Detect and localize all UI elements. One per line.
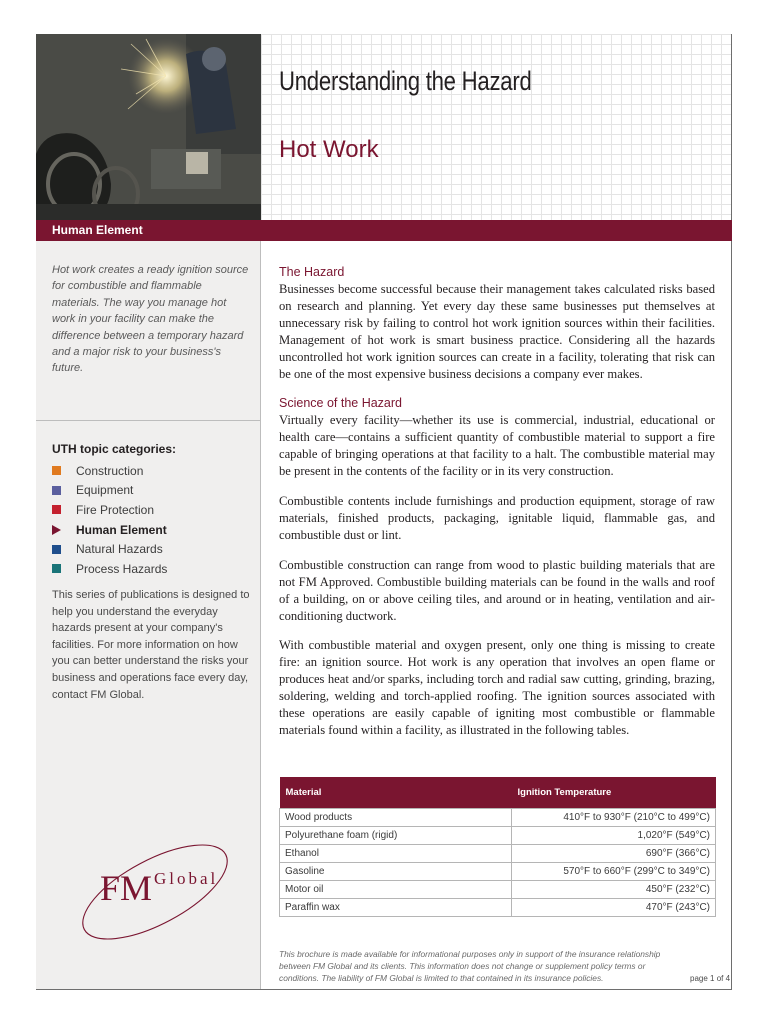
table-row: [280, 827, 716, 845]
table-cell-temperature: 410°F to 930°F (210°C to 499°C): [512, 809, 716, 827]
science-paragraph: Combustible construction can range from wood to plastic building materials that are not FM Approved. Combustible building materials can be found in the walls and roof of a building, on or above ceiling tiles, and around or in heating, ventilation and air-conditioning ductwork.: [279, 557, 715, 623]
topic-item[interactable]: [52, 500, 167, 520]
table-cell-material: Paraffin wax: [280, 899, 512, 917]
series-description: This series of publications is designed to help you understand the everyday hazards present at your company's facilities. For more information on how you can better understand the risks your business and operations face every day, contact FM Global.: [52, 589, 250, 701]
disclaimer: This brochure is made available for informational purposes only in support of the insurance relationship between FM Global and its clients. This information does not change or supplement policy terms or conditions. The liability of FM Global is limited to that contained in its insurance policies.: [279, 949, 661, 984]
topic-swatch: [52, 486, 61, 495]
logo-fm-text: FM: [100, 868, 153, 908]
sidebar-intro: Hot work creates a ready ignition source for combustible and flammable materials. The way you manage hot work in your facility can make the difference between a temporary hazard and a major risk to your business's future.: [52, 264, 249, 375]
table-header-temperature: Ignition Temperature: [512, 777, 716, 809]
topic-item[interactable]: [52, 559, 167, 579]
topic-label: Construction: [76, 463, 144, 478]
topic-label: Process Hazards: [76, 561, 168, 576]
arrow-right-icon: [52, 525, 61, 535]
table-row: [280, 809, 716, 827]
topic-list: [52, 461, 167, 579]
topics-heading: UTH topic categories:: [52, 442, 177, 456]
table-header-material: Material: [280, 777, 512, 809]
topic-label: Natural Hazards: [76, 542, 163, 557]
table-cell-temperature: 450°F (232°C): [512, 881, 716, 899]
topic-item[interactable]: [52, 481, 167, 501]
logo-global-text: Global: [154, 869, 219, 888]
science-heading: Science of the Hazard: [279, 396, 402, 411]
table-row: [280, 863, 716, 881]
table-row: [280, 845, 716, 863]
topic-swatch: [52, 564, 61, 573]
category-band-label: Human Element: [52, 223, 143, 237]
science-paragraph: Virtually every facility—whether its use is commercial, industrial, educational or health care—contains a sufficient quantity of combustible material to support a fire capable of bringing operations at that facility to a halt. The combustible material may be present in the contents of the facility or in its very construction.: [279, 413, 715, 479]
table-cell-material: Ethanol: [280, 845, 512, 863]
topic-item[interactable]: [52, 539, 167, 559]
table-cell-material: Wood products: [280, 809, 512, 827]
page-title: Understanding the Hazard: [279, 66, 532, 96]
science-paragraph: Combustible contents include furnishings and production equipment, storage of raw materials, finished products, packaging, ignitable liquid, flammable gas, and combustible dust or lint.: [279, 494, 715, 542]
page-number: page 1 of 4: [690, 974, 731, 983]
topic-label: Fire Protection: [76, 502, 155, 517]
sidebar-divider: [36, 420, 261, 421]
topic-label: Equipment: [76, 483, 134, 498]
table-cell-material: Gasoline: [280, 863, 512, 881]
ignition-temperature-table: [279, 777, 716, 917]
main-content: [279, 264, 715, 749]
table-cell-material: Polyurethane foam (rigid): [280, 827, 512, 845]
topic-item-active[interactable]: [52, 520, 167, 540]
title-grid-background: [261, 34, 731, 220]
topic-swatch: [52, 466, 61, 475]
topic-swatch: [52, 505, 61, 514]
table-cell-material: Motor oil: [280, 881, 512, 899]
topic-label: Human Element: [76, 522, 167, 537]
topic-item[interactable]: [52, 461, 167, 481]
table-header-row: [280, 777, 716, 809]
table-cell-temperature: 1,020°F (549°C): [512, 827, 716, 845]
table-cell-temperature: 470°F (243°C): [512, 899, 716, 917]
table-row: [280, 881, 716, 899]
fm-global-logo: [70, 840, 240, 950]
science-paragraph: With combustible material and oxygen present, only one thing is missing to create fire: an ignition source. Hot work is any operation that involves an open flame or produces heat and/or sparks, including torch and radial saw cutting, grinding, brazing, soldering, welding and torch-applied roofing. The ignition sources associated with these operations are easily capable of igniting most combustible or flammable materials found within a facility, as illustrated in the following tables.: [279, 638, 715, 737]
topic-swatch: [52, 545, 61, 554]
table-cell-temperature: 690°F (366°C): [512, 845, 716, 863]
page-subtitle: Hot Work: [279, 136, 379, 163]
hazard-heading: The Hazard: [279, 265, 345, 279]
welding-photo: [36, 34, 261, 220]
table-row: [280, 899, 716, 917]
table-cell-temperature: 570°F to 660°F (299°C to 349°C): [512, 863, 716, 881]
hazard-paragraph: Businesses become successful because their management takes calculated risks based on research and planning. Yet every day these same businesses put themselves at unnecessary risk by failing to control hot work ignition sources within their facilities. Management of hot work is smart business practice. Considering all the hazards uncontrolled hot work ignition sources can create in a facility, tolerating that risk can be one of the most expensive business decisions a company ever makes.: [279, 282, 715, 381]
